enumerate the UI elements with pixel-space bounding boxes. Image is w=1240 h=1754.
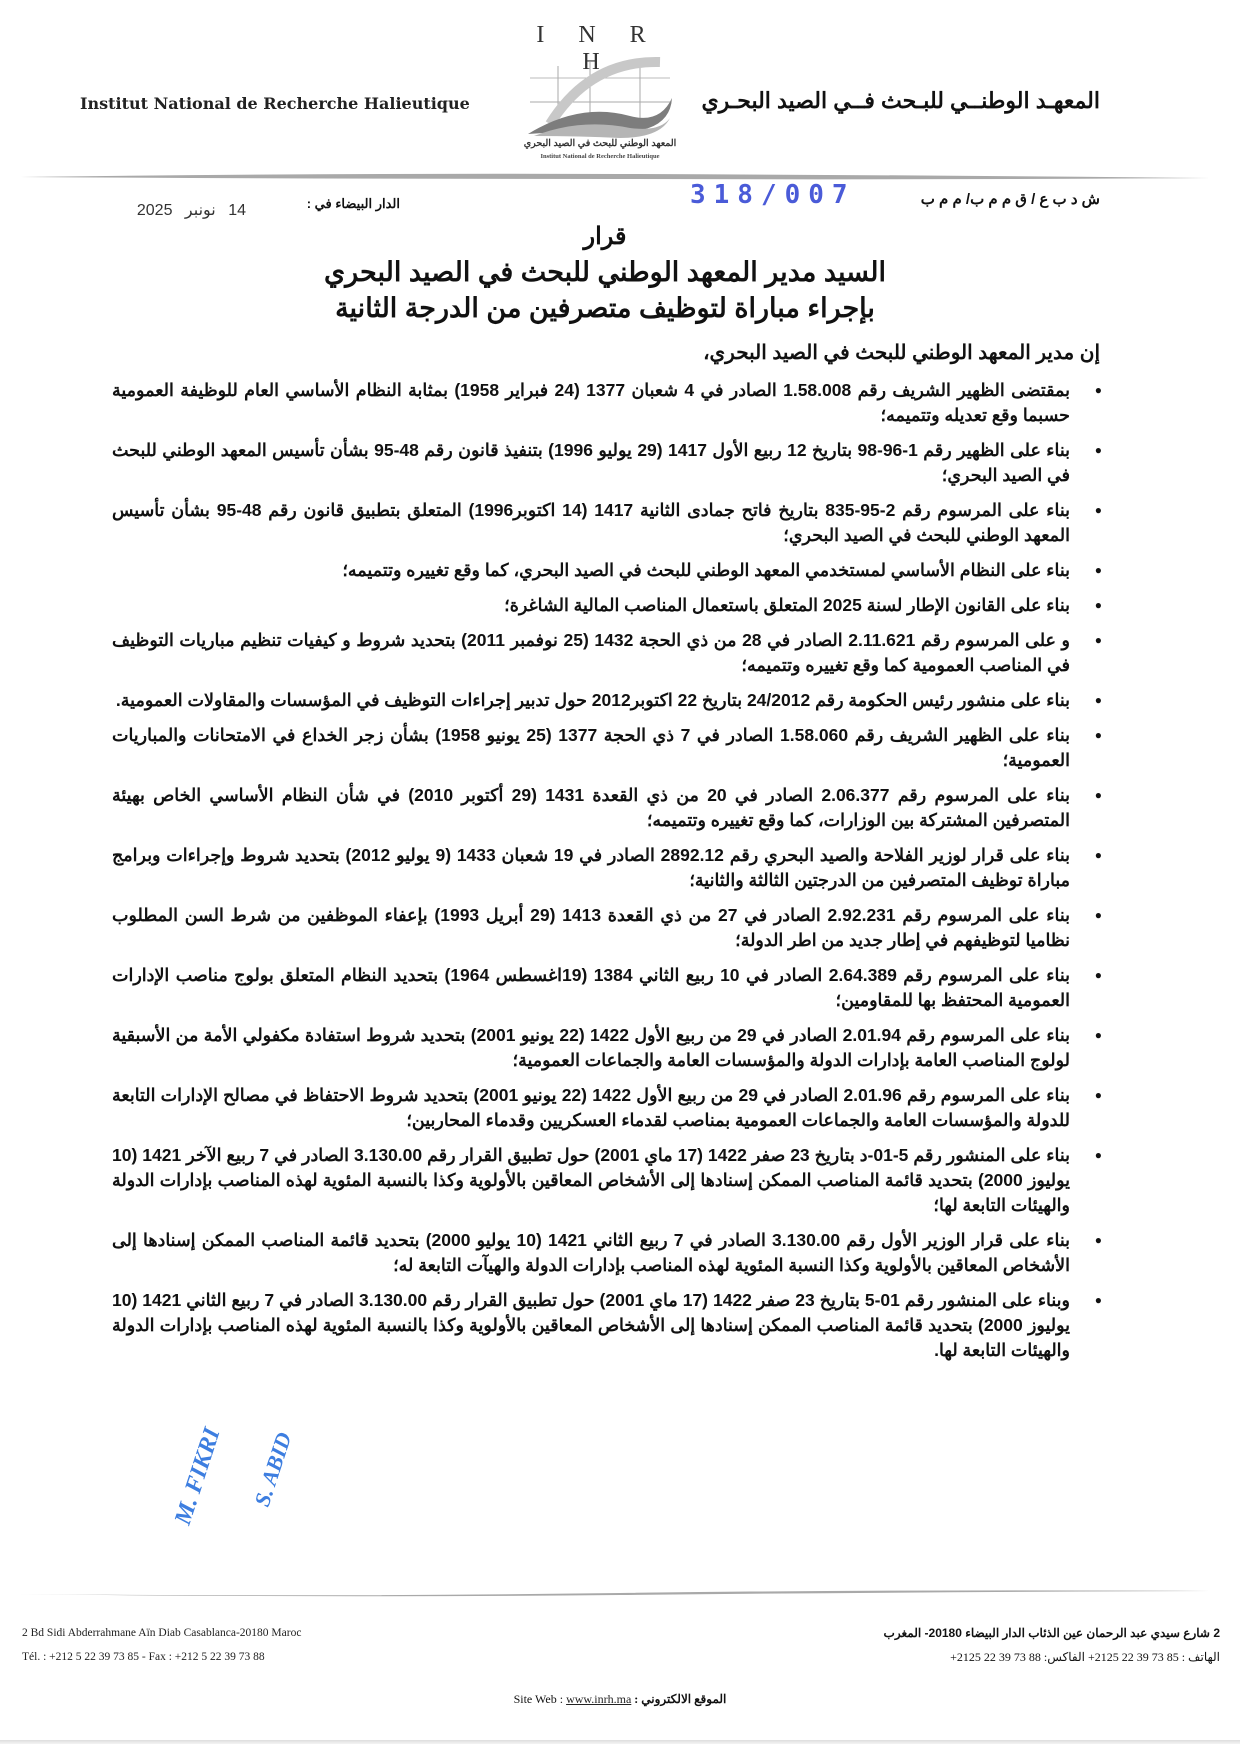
recital-item: ● بناء على المرسوم رقم 2.64.389 الصادر في 10 ربيع الثاني 1384 (19اغسطس 1964) بتحديد النظام المتعلق بولوج مناصب الإدارات العمومية المحتفظ بها للمقاومين؛: [112, 963, 1070, 1013]
initials-abid: S. ABID: [249, 1429, 297, 1510]
website-label-fr: Site Web :: [513, 1692, 564, 1706]
logo-name-ar: المعهد الوطني للبحث في الصيد البحري: [523, 138, 677, 149]
preamble-intro: إن مدير المعهد الوطني للبحث في الصيد البحري،: [703, 342, 1100, 364]
website-link[interactable]: www.inrh.ma: [566, 1692, 632, 1706]
footer-phone-fr: Tél. : +212 5 22 39 73 85 - Fax : +212 5 22 39 73 88: [22, 1651, 265, 1663]
recital-item: ● و على المرسوم رقم 2.11.621 الصادر في 28 من ذي الحجة 1432 (25 نوفمبر 2011) بتحديد شروط و كيفيات تنظيم مباريات التوظيف في المناصب العمومية كما وقع تغييره وتتميمه؛: [112, 628, 1070, 678]
recital-item: ● بناء على منشور رئيس الحكومة رقم 24/2012 بتاريخ 22 اكتوبر2012 حول تدبير إجراءات التوظيف في المؤسسات والمقاولات العمومية.: [112, 688, 1070, 713]
recital-item: ● بناء على الظهير رقم 1-96-98 بتاريخ 12 ربيع الأول 1417 (29 يوليو 1996) بتنفيذ قانون رقم 48-95 بشأن تأسيس المعهد الوطني للبحث في الصيد البحري؛: [112, 438, 1070, 488]
reference-number-stamp: 318/007: [690, 180, 856, 210]
decision-issuer: السيد مدير المعهد الوطني للبحث في الصيد البحري: [324, 257, 886, 287]
institute-name-fr: Institut National de Recherche Halieutique: [80, 94, 470, 113]
recital-item: ● بمقتضى الظهير الشريف رقم 1.58.008 الصادر في 4 شعبان 1377 (24 فبراير 1958) بمثابة النظام الأساسي العام للوظيفة العمومية حسبما وقع تعديله وتتميمه؛: [112, 378, 1070, 428]
recital-item: ● بناء على النظام الأساسي لمستخدمي المعهد الوطني للبحث في الصيد البحري، كما وقع تغييره وتتميمه؛: [112, 558, 1070, 583]
footer-address-fr: 2 Bd Sidi Abderrahmane Aïn Diab Casablanca-20180 Maroc: [22, 1627, 302, 1639]
recitals-list: [112, 378, 1070, 1428]
date-year: 2025: [136, 202, 173, 219]
reference-code: ش د ب ع / ق م م ب/ م م ب: [920, 191, 1100, 208]
date-day: 14: [228, 202, 246, 219]
date-value: [100, 200, 250, 220]
recital-item: ● بناء على قرار الوزير الأول رقم 3.130.00 الصادر في 7 ربيع الثاني 1421 (10 يوليو 2000) بتحديد قائمة المناصب الممكن إسنادها إلى الأشخاص المعاقين بالأولوية وكذا النسبة المئوية لهذه المناصب بإدارات الدولة والهيآت التابعة له؛: [112, 1228, 1070, 1278]
logo-wave-icon: [520, 52, 680, 138]
footer-address-ar: 2 شارع سيدي عبد الرحمان عين الذئاب الدار البيضاء 20180- المغرب: [883, 1626, 1220, 1640]
recital-item: ● بناء على المرسوم رقم 2.01.94 الصادر في 29 من ربيع الأول 1422 (22 يونيو 2001) بتحديد شروط استفادة مكفولي الأمة من الأسبقية لولوج المناصب العامة بإدارات الدولة والمؤسسات العامة والجماعات العمومية؛: [112, 1023, 1070, 1073]
date-label: الدار البيضاء في :: [306, 196, 400, 211]
recital-item: ● بناء على المرسوم رقم 2.06.377 الصادر في 20 من ذي القعدة 1431 (29 أكتوبر 2010) في شأن النظام الأساسي الخاص بهيئة المتصرفين المشتركة بين الوزارات، كما وقع تغييره وتتميمه؛: [112, 783, 1070, 833]
recital-item: ● بناء على القانون الإطار لسنة 2025 المتعلق باستعمال المناصب المالية الشاغرة؛: [112, 593, 1070, 618]
header-divider: [20, 173, 1210, 181]
recital-item: ● بناء على قرار لوزير الفلاحة والصيد البحري رقم 2892.12 الصادر في 19 شعبان 1433 (9 يوليو 2012) بتحديد شروط وإجراءات وبرامج مباراة توظيف المتصرفين من الدرجتين الثالثة والثانية؛: [112, 843, 1070, 893]
recital-item: ● وبناء على المنشور رقم 01-5 بتاريخ 23 صفر 1422 (17 ماي 2001) حول تطبيق القرار رقم 3.130.00 الصادر في 7 ربيع الثاني 1421 (10 يوليوز 2000) بتحديد قائمة المناصب الممكن إسنادها إلى الأشخاص المعاقين بالأولوية وكذا بالنسبة المئوية لهذه المناصب بإدارات الدولة والهيئات التابعة لها.: [112, 1288, 1070, 1363]
inrh-logo: [520, 22, 680, 172]
recital-item: ● بناء على الظهير الشريف رقم 1.58.060 الصادر في 7 ذي الحجة 1377 (25 يونيو 1958) بشأن زجر الخداع في الامتحانات والمباريات العمومية؛: [112, 723, 1070, 773]
recital-item: ● بناء على المرسوم رقم 2.92.231 الصادر في 27 من ذي القعدة 1413 (29 أبريل 1993) بإعفاء الموظفين من شرط السن المطلوب نظاميا لتوظيفهم في إطار جديد من اطر الدولة؛: [112, 903, 1070, 953]
footer-divider: [20, 1588, 1210, 1598]
logo-name-fr: Institut National de Recherche Halieutique: [540, 153, 660, 160]
footer-website: [400, 1692, 840, 1707]
website-label-ar: : الموقع الالكتروني: [634, 1692, 727, 1706]
decision-heading: قرار: [583, 223, 627, 250]
recital-item: ● بناء على المرسوم رقم 2.01.96 الصادر في 29 من ربيع الأول 1422 (22 يونيو 2001) بتحديد شروط الاحتفاظ في مصالح الإدارات التابعة للدولة والمؤسسات العامة والجماعات العمومية بمناصب لقدماء العسكريين وقدماء المحاربين؛: [112, 1083, 1070, 1133]
institute-name-ar: المعهـد الوطنــي للبـحث فــي الصيد البحـري: [701, 88, 1100, 113]
decision-subject: بإجراء مباراة لتوظيف متصرفين من الدرجة الثانية: [335, 293, 875, 323]
date-month: نونبر: [184, 202, 216, 219]
recital-item: ● بناء على المنشور رقم 5-01-د بتاريخ 23 صفر 1422 (17 ماي 2001) حول تطبيق القرار رقم 3.130.00 الصادر في 7 ربيع الآخر 1421 (10 يوليوز 2000) بتحديد قائمة المناصب الممكن إسنادها إلى الأشخاص المعاقين بالأولوية وكذا بالنسبة المئوية لهذه المناصب بإدارات الدولة والهيئات التابعة لها؛: [112, 1143, 1070, 1218]
initials-fikri: M. FIKRI: [170, 1424, 226, 1529]
logo-letters: I N R H: [536, 22, 660, 75]
footer-phone-ar: الهاتف : 85 73 39 22 2125+ الفاكس: 88 73 39 22 2125+: [950, 1650, 1220, 1664]
recital-item: ● بناء على المرسوم رقم 2-95-835 بتاريخ فاتح جمادى الثانية 1417 (14 اكتوبر1996) المتعلق بتطبيق قانون رقم 48-95 بشأن تأسيس المعهد الوطني للبحث في الصيد البحري؛: [112, 498, 1070, 548]
page-bottom-divider: [0, 1740, 1240, 1744]
